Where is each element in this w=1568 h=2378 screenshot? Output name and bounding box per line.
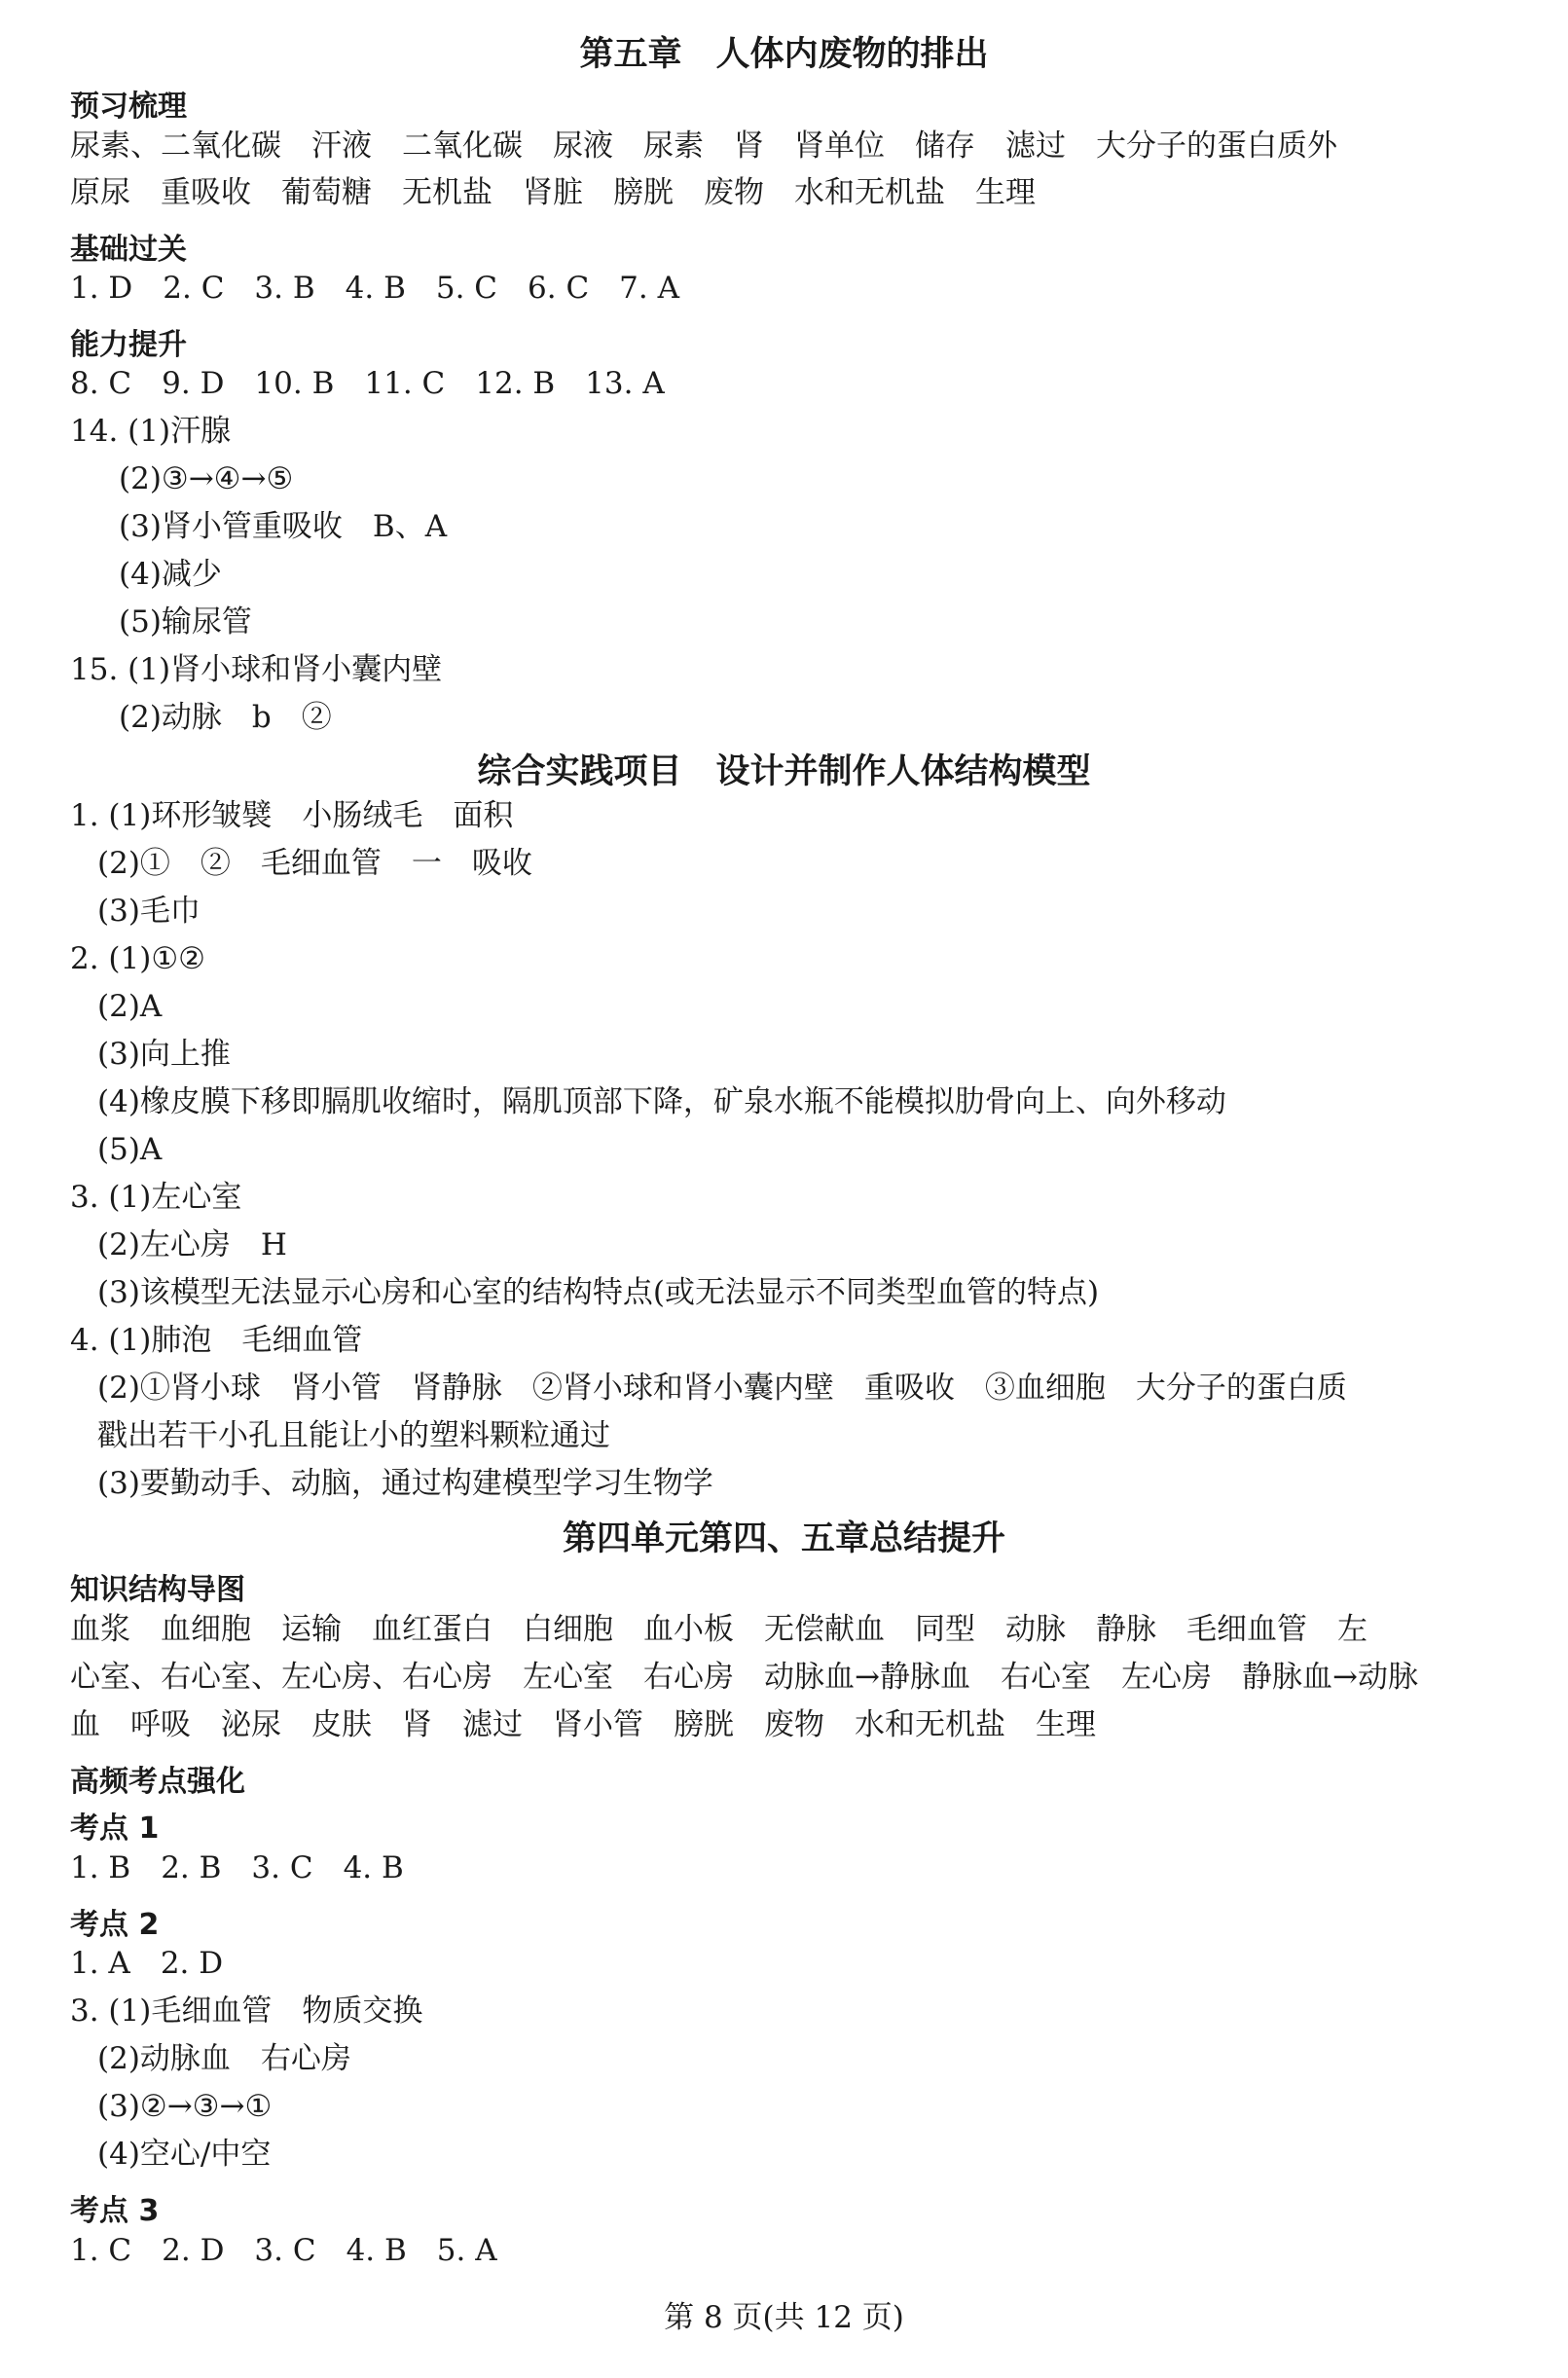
q14-line: (4)减少 <box>119 557 222 592</box>
ability-answers: 8. C 9. D 10. B 11. C 12. B 13. A <box>70 366 665 401</box>
basic-heading: 基础过关 <box>70 233 187 267</box>
exam-point-2-q3-line: (3)②→③→① <box>97 2089 273 2124</box>
basic-answers: 1. D 2. C 3. B 4. B 5. C 6. C 7. A <box>70 271 679 306</box>
ability-heading: 能力提升 <box>70 328 187 362</box>
project-q4-line: 戳出若干小孔且能让小的塑料颗粒通过 <box>97 1418 610 1453</box>
high-frequency-heading: 高频考点强化 <box>70 1765 245 1799</box>
page-footer: 第 8 页(共 12 页) <box>664 2300 904 2335</box>
project-q1-line: 1. (1)环形皱襞 小肠绒毛 面积 <box>70 798 514 833</box>
preview-heading: 预习梳理 <box>70 90 187 124</box>
q14-line: (5)输尿管 <box>119 604 252 640</box>
exam-point-2-answers: 1. A 2. D <box>70 1946 224 1981</box>
project-q3-line: 3. (1)左心室 <box>70 1180 242 1215</box>
project-q3-line: (3)该模型无法显示心房和心室的结构特点(或无法显示不同类型血管的特点) <box>97 1275 1100 1310</box>
q14-line: (2)③→④→⑤ <box>119 461 294 496</box>
project-q2-line: (5)A <box>97 1132 163 1167</box>
exam-point-1-label: 考点 1 <box>70 1811 160 1846</box>
preview-line-1: 尿素、二氧化碳 汗液 二氧化碳 尿液 尿素 肾 肾单位 储存 滤过 大分子的蛋白质外 <box>70 128 1337 164</box>
exam-point-3-answers: 1. C 2. D 3. C 4. B 5. A <box>70 2233 497 2268</box>
project-q3-line: (2)左心房 H <box>97 1227 287 1262</box>
project-q1-line: (2)① ② 毛细血管 一 吸收 <box>97 846 532 881</box>
exam-point-2-q3-line: 3. (1)毛细血管 物质交换 <box>70 1994 423 2029</box>
project-q2-line: (4)橡皮膜下移即膈肌收缩时，隔肌顶部下降，矿泉水瓶不能模拟肋骨向上、向外移动 <box>97 1084 1226 1119</box>
project-q2-line: (2)A <box>97 989 163 1024</box>
exam-point-2-label: 考点 2 <box>70 1908 160 1942</box>
project-q4-line: 4. (1)肺泡 毛细血管 <box>70 1323 363 1358</box>
project-title: 综合实践项目 设计并制作人体结构模型 <box>477 752 1091 791</box>
q14-line: (3)肾小管重吸收 B、A <box>119 509 448 544</box>
project-q4-line: (2)①肾小球 肾小管 肾静脉 ②肾小球和肾小囊内壁 重吸收 ③血细胞 大分子的蛋白质 <box>97 1371 1347 1406</box>
knowledge-map-heading: 知识结构导图 <box>70 1573 245 1607</box>
q15-line: (2)动脉 b ② <box>119 700 332 735</box>
q14-line: 14. (1)汗腺 <box>70 414 232 449</box>
summary-title: 第四单元第四、五章总结提升 <box>562 1519 1005 1558</box>
exam-point-3-label: 考点 3 <box>70 2194 160 2228</box>
project-q2-line: (3)向上推 <box>97 1037 231 1072</box>
project-q2-line: 2. (1)①② <box>70 941 205 976</box>
chapter5-title: 第五章 人体内废物的排出 <box>579 35 989 74</box>
q15-line: 15. (1)肾小球和肾小囊内壁 <box>70 652 443 687</box>
exam-point-2-q3-line: (4)空心/中空 <box>97 2137 272 2172</box>
preview-line-2: 原尿 重吸收 葡萄糖 无机盐 肾脏 膀胱 废物 水和无机盐 生理 <box>70 175 1036 210</box>
knowledge-map-line: 血浆 血细胞 运输 血红蛋白 白细胞 血小板 无偿献血 同型 动脉 静脉 毛细血管 左 <box>70 1612 1367 1647</box>
exam-point-2-q3-line: (2)动脉血 右心房 <box>97 2041 351 2076</box>
project-q1-line: (3)毛巾 <box>97 894 201 929</box>
knowledge-map-line: 血 呼吸 泌尿 皮肤 肾 滤过 肾小管 膀胱 废物 水和无机盐 生理 <box>70 1707 1096 1742</box>
knowledge-map-line: 心室、右心室、左心房、右心房 左心室 右心房 动脉血→静脉血 右心室 左心房 静脉血→动脉 <box>70 1660 1418 1695</box>
project-q4-line: (3)要勤动手、动脑，通过构建模型学习生物学 <box>97 1466 713 1501</box>
exam-point-1-answers: 1. B 2. B 3. C 4. B <box>70 1850 404 1885</box>
